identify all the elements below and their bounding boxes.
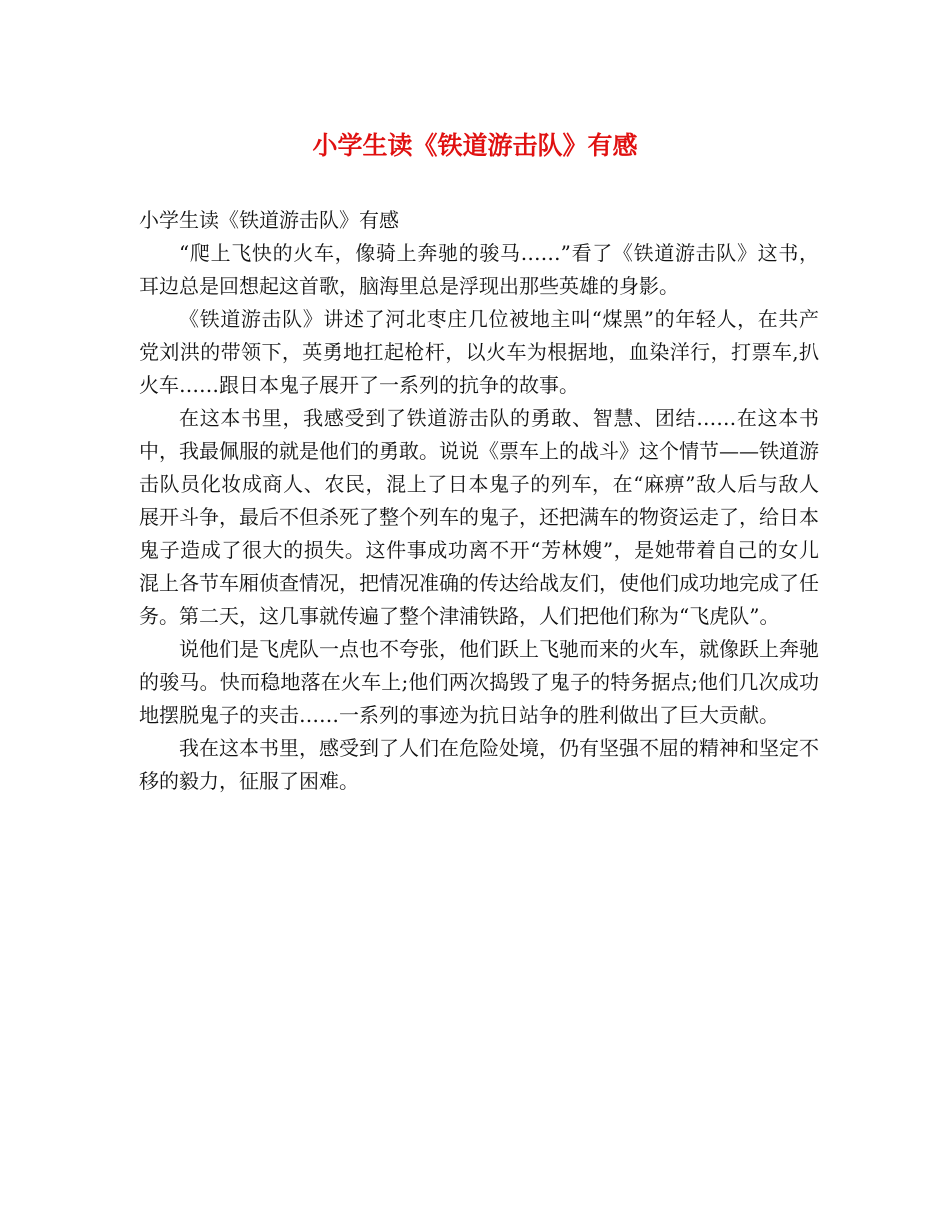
paragraph-2: 《铁道游击队》讲述了河北枣庄几位被地主叫“煤黑”的年轻人，在共产党刘洪的带领下，英勇地扛起枪杆，以火车为根据地，血染洋行，打票车,扒火车……跟日本鬼子展开了一系列的抗争的故事。 <box>139 307 819 397</box>
document-body <box>139 204 819 798</box>
paragraph-3: 在这本书里，我感受到了铁道游击队的勇敢、智慧、团结……在这本书中，我最佩服的就是他们的勇敢。说说《票车上的战斗》这个情节——铁道游击队员化妆成商人、农民，混上了日本鬼子的列车，在“麻痹”敌人后与敌人展开斗争，最后不但杀死了整个列车的鬼子，还把满车的物资运走了，给日本鬼子造成了很大的损失。这件事成功离不开“芳林嫂”，是她带着自己的女儿混上各节车厢侦查情况，把情况准确的传达给战友们，使他们成功地完成了任务。第二天，这几事就传遍了整个津浦铁路，人们把他们称为“飞虎队”。 <box>139 406 819 628</box>
paragraph-1: “爬上飞快的火车，像骑上奔驰的骏马……”看了《铁道游击队》这书，耳边总是回想起这首歌，脑海里总是浮现出那些英雄的身影。 <box>139 241 819 298</box>
paragraph-5: 我在这本书里，感受到了人们在危险处境，仍有坚强不屈的精神和坚定不移的毅力，征服了困难。 <box>139 736 819 793</box>
paragraph-4: 说他们是飞虎队一点也不夸张，他们跃上飞驰而来的火车，就像跃上奔驰的骏马。快而稳地落在火车上;他们两次捣毁了鬼子的特务据点;他们几次成功地摆脱鬼子的夹击……一系列的事迹为抗日站争的胜利做出了巨大贡献。 <box>139 637 819 727</box>
document-title: 小学生读《铁道游击队》有感 <box>312 131 638 160</box>
subtitle-line: 小学生读《铁道游击队》有感 <box>139 208 399 232</box>
